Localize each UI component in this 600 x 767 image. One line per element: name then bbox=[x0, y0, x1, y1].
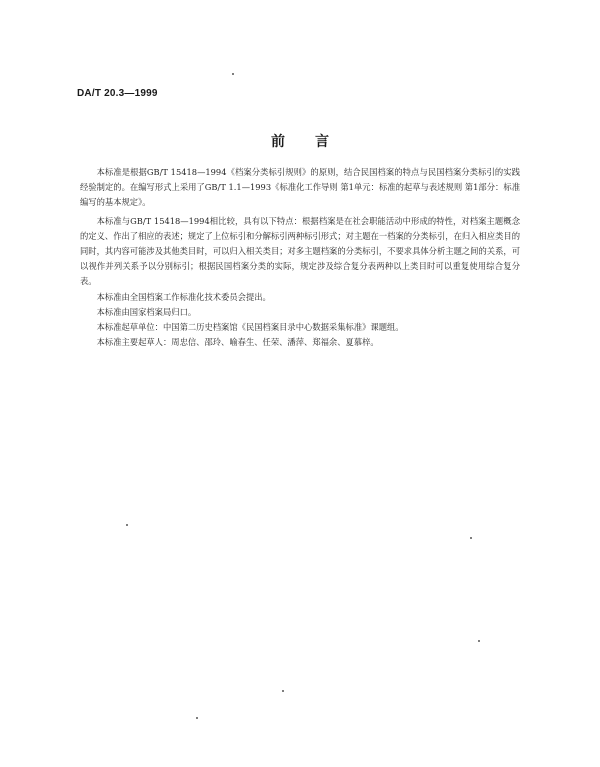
page-title: 前言 bbox=[271, 134, 359, 150]
foreword-body bbox=[80, 165, 520, 350]
scan-speck bbox=[470, 537, 472, 539]
paragraph-proposer: 本标准由全国档案工作标准化技术委员会提出。 bbox=[96, 291, 271, 302]
paragraph-features: 本标准与GB/T 15418—1994相比较，具有以下特点：根据档案是在社会职能活动中形成的特性，对档案主题概念的定义、作出了相应的表述；规定了上位标引和分解标引两种标引形式；对主题在一档案的分类标引，在归入相应类目的同时，其内容可能涉及其他类目时，可以归入相关类目；对多主题档案的分类标引，不要求具体分析主题之间的关系，可以视作并列关系予以分别标引；根据民国档案分类的实际，规定涉及综合复分表两种以上类目时可以重复使用综合复分表。 bbox=[80, 215, 520, 287]
scan-speck bbox=[282, 690, 284, 692]
standard-code: DA/T 20.3—1999 bbox=[77, 88, 158, 99]
paragraph-basis: 本标准是根据GB/T 15418—1994《档案分类标引规则》的原则，结合民国档案的特点与民国档案分类标引的实践经验制定的。在编写形式上采用了GB/T 1.1—1993《标准化工作导则 第1单元：标准的起草与表述规则 第1部分：标准编写的基本规定》。 bbox=[80, 167, 520, 208]
paragraph-management: 本标准由国家档案局归口。 bbox=[96, 306, 197, 317]
scan-speck bbox=[126, 524, 128, 526]
scan-speck bbox=[478, 640, 480, 642]
paragraph-drafters: 本标准主要起草人：周忠信、邵玲、喻春生、任荣、潘萍、郑福余、夏慕梓。 bbox=[96, 337, 379, 348]
scan-speck bbox=[196, 717, 198, 719]
paragraph-drafting-unit: 本标准起草单位：中国第二历史档案馆《民国档案目录中心数据采集标准》课题组。 bbox=[96, 322, 404, 333]
scan-speck bbox=[232, 73, 234, 75]
